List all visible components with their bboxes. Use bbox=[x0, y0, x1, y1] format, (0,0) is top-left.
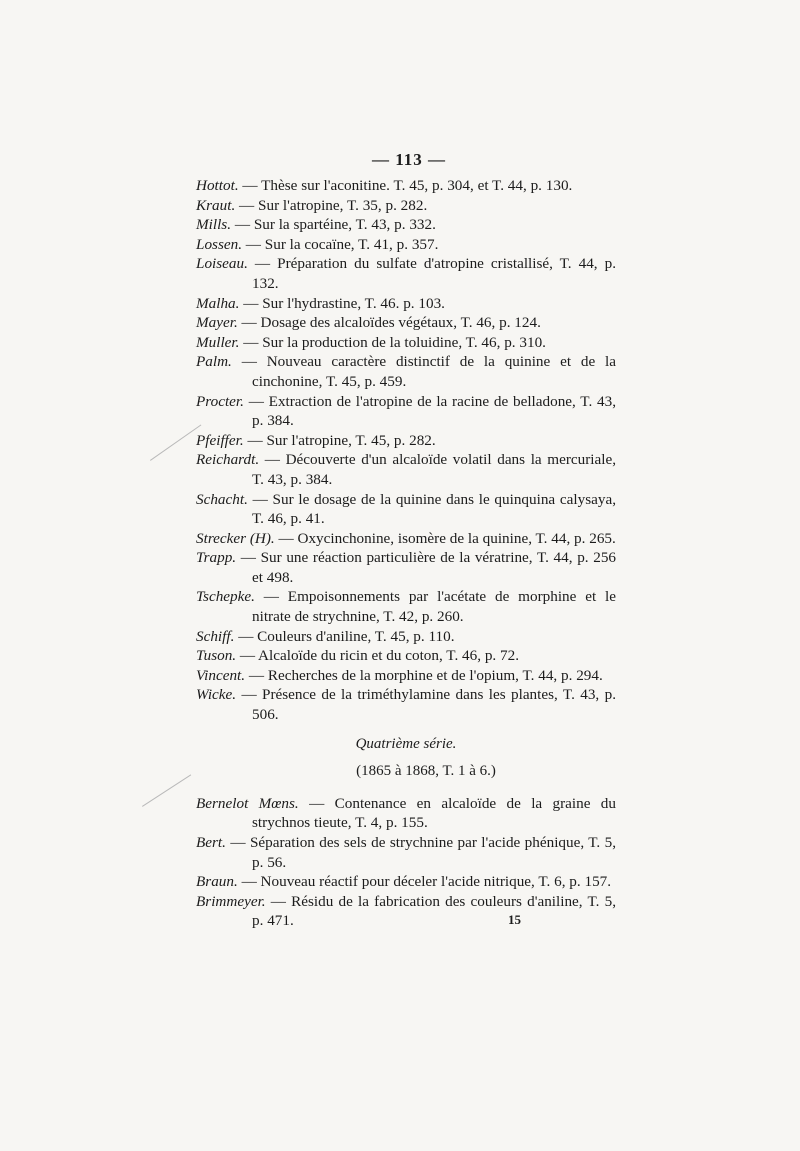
bibliography-entry bbox=[196, 587, 616, 626]
bibliography-entry bbox=[196, 548, 616, 587]
entry-author: Malha. bbox=[196, 294, 240, 312]
entry-text: — Sur le dosage de la quinine dans le quinquina calysaya, T. 46, p. 41. bbox=[252, 490, 617, 528]
entry-author: Pfeiffer. bbox=[196, 431, 244, 449]
entry-author: Tschepke. bbox=[196, 588, 255, 606]
entry-text: — Extraction de l'atropine de la racine de belladone, T. 43, p. 384. bbox=[248, 392, 616, 430]
bibliography-entry bbox=[196, 313, 616, 333]
entry-text: — Recherches de la morphine et de l'opium, T. 44, p. 294. bbox=[248, 666, 603, 684]
entry-text: — Nouveau réactif pour déceler l'acide nitrique, T. 6, p. 157. bbox=[241, 873, 612, 891]
bibliography-entry bbox=[196, 431, 616, 451]
entry-author: Muller. bbox=[196, 333, 240, 351]
entry-author: Wicke. bbox=[196, 686, 237, 704]
pencil-mark bbox=[150, 424, 201, 460]
entry-author: Tuson. bbox=[196, 647, 237, 665]
entry-text: — Découverte d'un alcaloïde volatil dans la mercuriale, T. 43, p. 384. bbox=[252, 451, 617, 488]
entry-text: — Couleurs d'aniline, T. 45, p. 110. bbox=[238, 627, 455, 645]
entry-text: — Alcaloïde du ricin et du coton, T. 46, p. 72. bbox=[239, 647, 519, 665]
bibliography-entry bbox=[196, 254, 616, 293]
entry-author: Mayer. bbox=[196, 314, 238, 332]
entry-author: Bernelot Mœns. bbox=[196, 794, 299, 812]
printer-signature: 15 bbox=[508, 912, 521, 927]
entry-author: Strecker (H). bbox=[196, 529, 275, 547]
entry-author: Lossen. bbox=[196, 235, 242, 253]
bibliography-entry bbox=[196, 794, 616, 833]
pencil-mark bbox=[142, 774, 191, 806]
entry-author: Braun. bbox=[196, 873, 238, 891]
entry-author: Bert. bbox=[196, 834, 226, 851]
entry-text: — Sur la production de la toluidine, T. 46, p. 310. bbox=[243, 333, 546, 351]
series-heading: Quatrième série. bbox=[355, 735, 457, 752]
entry-text: — Sur une réaction particulière de la vératrine, T. 44, p. 256 et 498. bbox=[240, 549, 617, 586]
bibliography-entry bbox=[196, 333, 616, 353]
entry-author: Palm. bbox=[196, 353, 232, 371]
entry-text: — Sur l'atropine, T. 35, p. 282. bbox=[239, 196, 428, 214]
entry-text: — Sur l'hydrastine, T. 46. p. 103. bbox=[243, 294, 445, 312]
entry-author: Trapp. bbox=[196, 549, 237, 567]
bibliography-entry bbox=[196, 352, 616, 391]
bibliography-entry bbox=[196, 450, 616, 489]
entry-text: — Séparation des sels de strychnine par l'acide phénique, T. 5, p. 56. bbox=[230, 834, 616, 871]
entry-text: — Contenance en alcaloïde de la graine du strychnos tieute, T. 4, p. 155. bbox=[252, 794, 616, 832]
bibliography-entry bbox=[196, 176, 616, 196]
entry-text: — Sur l'atropine, T. 45, p. 282. bbox=[247, 431, 436, 449]
entry-text: — Sur la cocaïne, T. 41, p. 357. bbox=[245, 235, 439, 253]
entry-text: — Thèse sur l'aconitine. T. 45, p. 304, et T. 44, p. 130. bbox=[242, 177, 573, 194]
bibliography-entry bbox=[196, 235, 616, 255]
entry-author: Kraut. bbox=[196, 196, 236, 214]
bibliography-entry bbox=[196, 685, 616, 724]
entry-author: Procter. bbox=[196, 392, 244, 410]
bibliography-entry bbox=[196, 872, 616, 892]
bibliography-entry bbox=[196, 490, 616, 529]
entry-text: — Nouveau caractère distinctif de la quinine et de la cinchonine, T. 45, p. 459. bbox=[241, 353, 616, 390]
entries-fourth-series bbox=[196, 794, 616, 931]
bibliography-entry bbox=[196, 529, 616, 549]
entry-text: — Empoisonnements par l'acétate de morphine et le nitrate de strychnine, T. 42, p. 260. bbox=[252, 588, 616, 626]
entry-author: Schiff. bbox=[196, 627, 235, 645]
entry-text: — Préparation du sulfate d'atropine cristallisé, T. 44, p. 132. bbox=[252, 255, 616, 292]
bibliography-entry bbox=[196, 627, 616, 647]
entry-text: — Présence de la triméthylamine dans les plantes, T. 43, p. 506. bbox=[241, 686, 616, 724]
bibliography-entry bbox=[196, 215, 616, 235]
bibliography-entry bbox=[196, 892, 616, 931]
entry-author: Hottot. bbox=[196, 177, 239, 194]
entry-author: Reichardt. bbox=[196, 451, 260, 469]
entries-third-series bbox=[196, 176, 616, 725]
bibliography-entry bbox=[196, 294, 616, 314]
entry-author: Loiseau. bbox=[196, 255, 248, 273]
entry-author: Vincent. bbox=[196, 666, 246, 684]
bibliography-entry bbox=[196, 646, 616, 666]
page-number: — 113 — bbox=[372, 150, 447, 169]
entry-author: Schacht. bbox=[196, 490, 248, 508]
entry-text: — Résidu de la fabrication des couleurs d'aniline, T. 5, p. 471. bbox=[252, 892, 617, 930]
bibliography-entry bbox=[196, 196, 616, 216]
series-range: (1865 à 1868, T. 1 à 6.) bbox=[356, 763, 496, 780]
bibliography-entry bbox=[196, 666, 616, 686]
bibliography-list bbox=[196, 176, 616, 931]
entry-text: — Sur la spartéine, T. 43, p. 332. bbox=[234, 216, 436, 234]
bibliography-entry bbox=[196, 392, 616, 431]
entry-text: — Dosage des alcaloïdes végétaux, T. 46, p. 124. bbox=[241, 314, 541, 332]
entry-author: Brimmeyer. bbox=[196, 892, 266, 910]
entry-author: Mills. bbox=[196, 216, 232, 234]
bibliography-entry bbox=[196, 833, 616, 872]
entry-text: — Oxycinchonine, isomère de la quinine, T. 44, p. 265. bbox=[278, 529, 616, 547]
